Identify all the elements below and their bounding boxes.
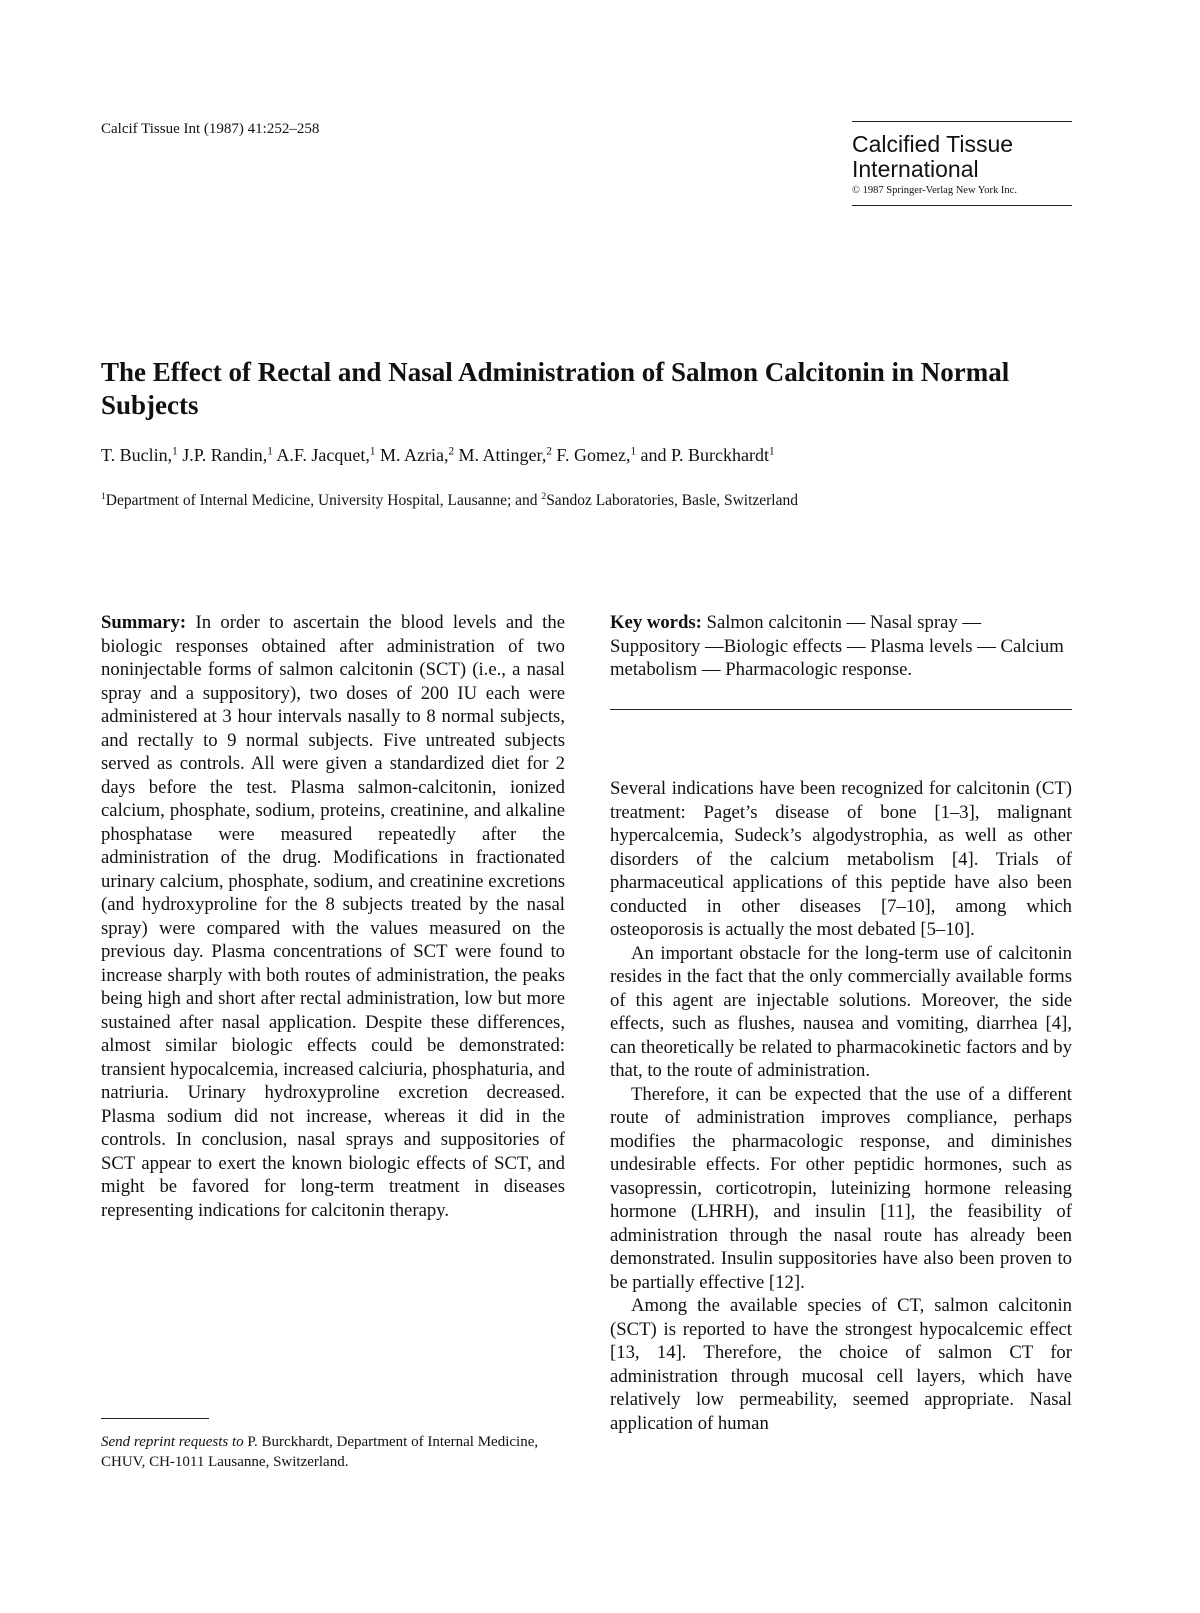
body-paragraph: Several indications have been recognized for calcitonin (CT) treatment: Paget’s disease of bone [1–3], malignant hypercalcemia, Sudeck’s algodystrophia, as well as other disorders of the calcium metabolism [4]. Trials of pharmaceutical applications of this peptide have also been conducted in other diseases [7–10], among which osteoporosis is actually the most debated [5–10].: [610, 778, 1072, 940]
journal-name-line1: Calcified Tissue: [852, 131, 1014, 157]
article-title: The Effect of Rectal and Nasal Administration of Salmon Calcitonin in Normal Subjects: [101, 357, 1010, 420]
summary-abstract: [101, 611, 565, 1222]
author-affiliation-mark: 1: [267, 445, 273, 458]
footnote-text: P. Burckhardt, Department of Internal Medicine, CHUV, CH-1011 Lausanne, Switzerland.: [101, 1434, 539, 1470]
author-list: [101, 445, 775, 466]
affiliation-2: Sandoz Laboratories, Basle, Switzerland: [546, 492, 798, 509]
body-paragraph: Therefore, it can be expected that the use of a different route of administration improves compliance, perhaps modifies the pharmacologic response, and diminishes undesirable effects. For other peptidic hormones, such as vasopressin, corticotropin, luteinizing hormone releasing hormone (LHRH), and insulin [11], the feasibility of administration through the nasal route has already been demonstrated. Insulin suppositories have also been proven to be partially effective [12].: [610, 1083, 1072, 1293]
author-affiliation-mark: 1: [769, 445, 775, 458]
affiliation-mark: 2: [541, 491, 547, 503]
author-affiliation-mark: 2: [448, 445, 455, 458]
keywords-text: Salmon calcitonin — Nasal spray — Suppository —Biologic effects — Plasma levels — Calcium metabolism — Pharmacologic response.: [610, 612, 1064, 680]
keywords-label: Key words:: [610, 612, 702, 633]
body-paragraph: Among the available species of CT, salmon calcitonin (SCT) is reported to have the strongest hypocalcemic effect [13, 14]. Therefore, the choice of salmon CT for administration through mucosal cell layers, which have relatively low permeability, seemed appropriate. Nasal application of human: [610, 1295, 1072, 1434]
reprint-footnote: [101, 1432, 571, 1472]
keywords-block: [610, 611, 1070, 682]
body-paragraph: An important obstacle for the long-term use of calcitonin resides in the fact that the only commercially available forms of this agent are injectable solutions. Moreover, the side effects, such as flushes, nausea and vomiting, diarrhea [4], can theoretically be related to pharmacokinetic factors and by that, to the route of administration.: [610, 942, 1072, 1081]
journal-citation: Calcif Tissue Int (1987) 41:252–258: [101, 121, 320, 137]
author-affiliation-mark: 1: [172, 445, 178, 458]
author-affiliation-mark: 2: [546, 445, 552, 458]
journal-masthead: [852, 121, 1072, 206]
keywords-divider: [610, 709, 1072, 710]
affiliations: [101, 492, 798, 510]
journal-name-line2: International: [852, 156, 979, 182]
author-name: J.P. Randin,: [182, 445, 268, 465]
copyright-notice: © 1987 Springer-Verlag New York Inc.: [852, 185, 1017, 196]
introduction-column: [610, 777, 1072, 1435]
author-name: F. Gomez,: [556, 445, 631, 465]
footnote-italic: Send reprint requests to: [101, 1434, 244, 1450]
author-name: M. Attinger,: [458, 445, 547, 465]
author-name: and P. Burckhardt: [640, 445, 770, 465]
footnote-divider: [101, 1418, 209, 1419]
affiliation-1: Department of Internal Medicine, University Hospital, Lausanne; and: [105, 492, 542, 509]
author-name: M. Azria,: [379, 445, 449, 465]
author-affiliation-mark: 1: [369, 445, 376, 458]
summary-text: In order to ascertain the blood levels and the biologic responses obtained after administration of two noninjectable forms of salmon calcitonin (SCT) (i.e., a nasal spray and a suppository), two doses of 200 IU each were administered at 3 hour intervals nasally to 8 normal subjects, and rectally to 9 normal subjects. Five untreated subjects served as controls. All were given a standardized diet for 2 days before the test. Plasma salmon-calcitonin, ionized calcium, phosphate, sodium, proteins, creatinine, and alkaline phosphatase were measured repeatedly after the administration of the drug. Modifications in fractionated urinary calcium, phosphate, sodium, and creatinine excretions (and hydroxyproline for the 8 subjects treated by the nasal spray) were compared with the values measured on the previous day. Plasma concentrations of SCT were found to increase sharply with both routes of administration, the peaks being high and short after rectal administration, low but more sustained after nasal application. Despite these differences, almost similar biologic effects could be demonstrated: transient hypocalcemia, increased calciuria, phosphaturia, and natriuria. Urinary hydroxyproline excretion decreased. Plasma sodium did not increase, whereas it did in the controls. In conclusion, nasal sprays and suppositories of SCT appear to exert the known biologic effects of SCT, and might be favored for long-term treatment in diseases representing indications for calcitonin therapy.: [101, 612, 565, 1221]
author-affiliation-mark: 1: [630, 445, 637, 458]
author-name: A.F. Jacquet,: [276, 445, 370, 465]
author-name: T. Buclin,: [101, 445, 173, 465]
affiliation-mark: 1: [101, 491, 106, 503]
summary-label: Summary:: [101, 612, 187, 633]
